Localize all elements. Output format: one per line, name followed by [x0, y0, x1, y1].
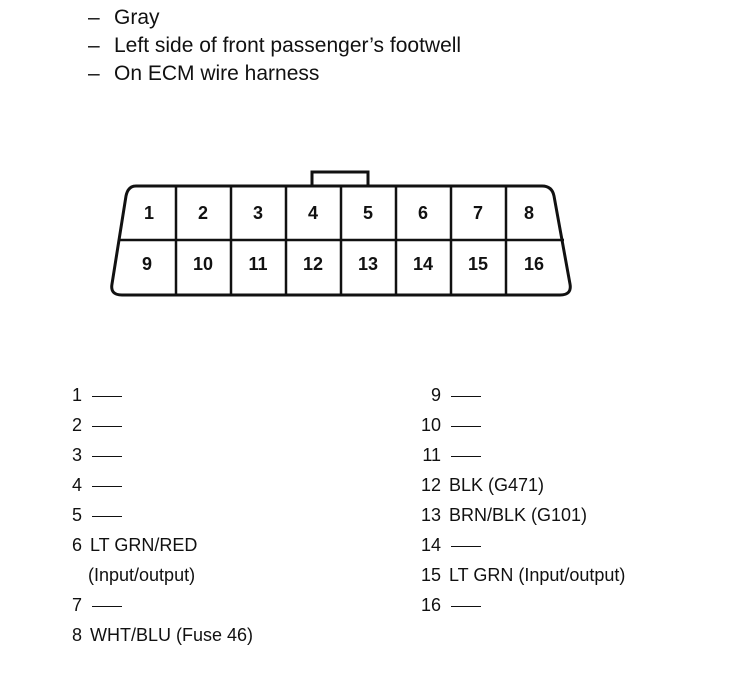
pin-description: BLK (G471) — [449, 475, 545, 495]
pin-number: 5 — [71, 505, 82, 525]
connector-latch — [312, 172, 368, 186]
pin-row — [417, 530, 625, 560]
pin-row-continuation — [66, 560, 253, 590]
pin-row — [66, 590, 253, 620]
unused-pin-dash — [451, 606, 481, 607]
unused-pin-dash — [92, 486, 122, 487]
pin-number: 9 — [430, 385, 441, 405]
bullet-dash: – — [88, 62, 100, 85]
pin-description: LT GRN (Input/output) — [449, 565, 626, 585]
pin-row — [417, 590, 625, 620]
pin-label: 8 — [523, 203, 535, 223]
pin-number: 3 — [71, 445, 82, 465]
pin-number: 6 — [71, 535, 82, 555]
connector-harness: On ECM wire harness — [114, 62, 320, 85]
pin-description: WHT/BLU (Fuse 46) — [90, 625, 254, 645]
pin-number: 14 — [420, 535, 441, 555]
pin-number: 15 — [420, 565, 441, 585]
connector-diagram — [0, 0, 752, 320]
unused-pin-dash — [92, 456, 122, 457]
connector-location: Left side of front passenger’s footwell — [114, 34, 462, 57]
pin-list-left — [66, 380, 253, 650]
unused-pin-dash — [92, 606, 122, 607]
pin-label: 11 — [248, 254, 268, 274]
pin-row — [66, 470, 253, 500]
pin-row — [66, 440, 253, 470]
pin-label: 3 — [252, 203, 264, 223]
pin-row — [66, 500, 253, 530]
pin-row — [417, 440, 625, 470]
pin-list-right — [417, 380, 625, 620]
top-row-dividers — [176, 186, 506, 240]
connector-color: Gray — [114, 6, 160, 29]
unused-pin-dash — [92, 516, 122, 517]
bullet-dash: – — [88, 6, 100, 29]
pin-description: LT GRN/RED — [90, 535, 198, 555]
bottom-row-dividers — [176, 240, 506, 295]
pin-label: 13 — [357, 254, 379, 274]
unused-pin-dash — [451, 546, 481, 547]
pin-number: 4 — [71, 475, 82, 495]
pin-label: 12 — [302, 254, 324, 274]
pin-row — [417, 500, 625, 530]
pin-label: 15 — [467, 254, 489, 274]
pin-number: 8 — [71, 625, 82, 645]
pin-label: 1 — [143, 203, 155, 223]
unused-pin-dash — [92, 396, 122, 397]
pin-number: 7 — [71, 595, 82, 615]
pin-label: 6 — [417, 203, 429, 223]
pin-row — [66, 380, 253, 410]
pin-number: 10 — [420, 415, 441, 435]
pin-row — [66, 410, 253, 440]
pin-label: 5 — [362, 203, 374, 223]
unused-pin-dash — [451, 426, 481, 427]
pin-number: 1 — [71, 385, 82, 405]
pin-label: 2 — [197, 203, 209, 223]
pin-number: 12 — [420, 475, 441, 495]
pin-row — [417, 380, 625, 410]
pin-number: 16 — [420, 595, 441, 615]
unused-pin-dash — [451, 396, 481, 397]
pin-label: 9 — [141, 254, 153, 274]
pin-number: 2 — [71, 415, 82, 435]
pin-label: 7 — [472, 203, 484, 223]
unused-pin-dash — [451, 456, 481, 457]
pin-row — [417, 470, 625, 500]
pin-number: 13 — [420, 505, 441, 525]
pin-label: 10 — [192, 254, 214, 274]
pin-row — [66, 620, 253, 650]
pin-label: 14 — [412, 254, 434, 274]
pin-row — [66, 530, 253, 560]
pin-description: BRN/BLK (G101) — [449, 505, 588, 525]
pin-label: 4 — [307, 203, 319, 223]
pin-row — [417, 560, 625, 590]
unused-pin-dash — [92, 426, 122, 427]
pin-row — [417, 410, 625, 440]
pin-label: 16 — [523, 254, 545, 274]
bullet-dash: – — [88, 34, 100, 57]
pin-function: (Input/output) — [88, 565, 196, 585]
pin-number: 11 — [422, 445, 441, 465]
